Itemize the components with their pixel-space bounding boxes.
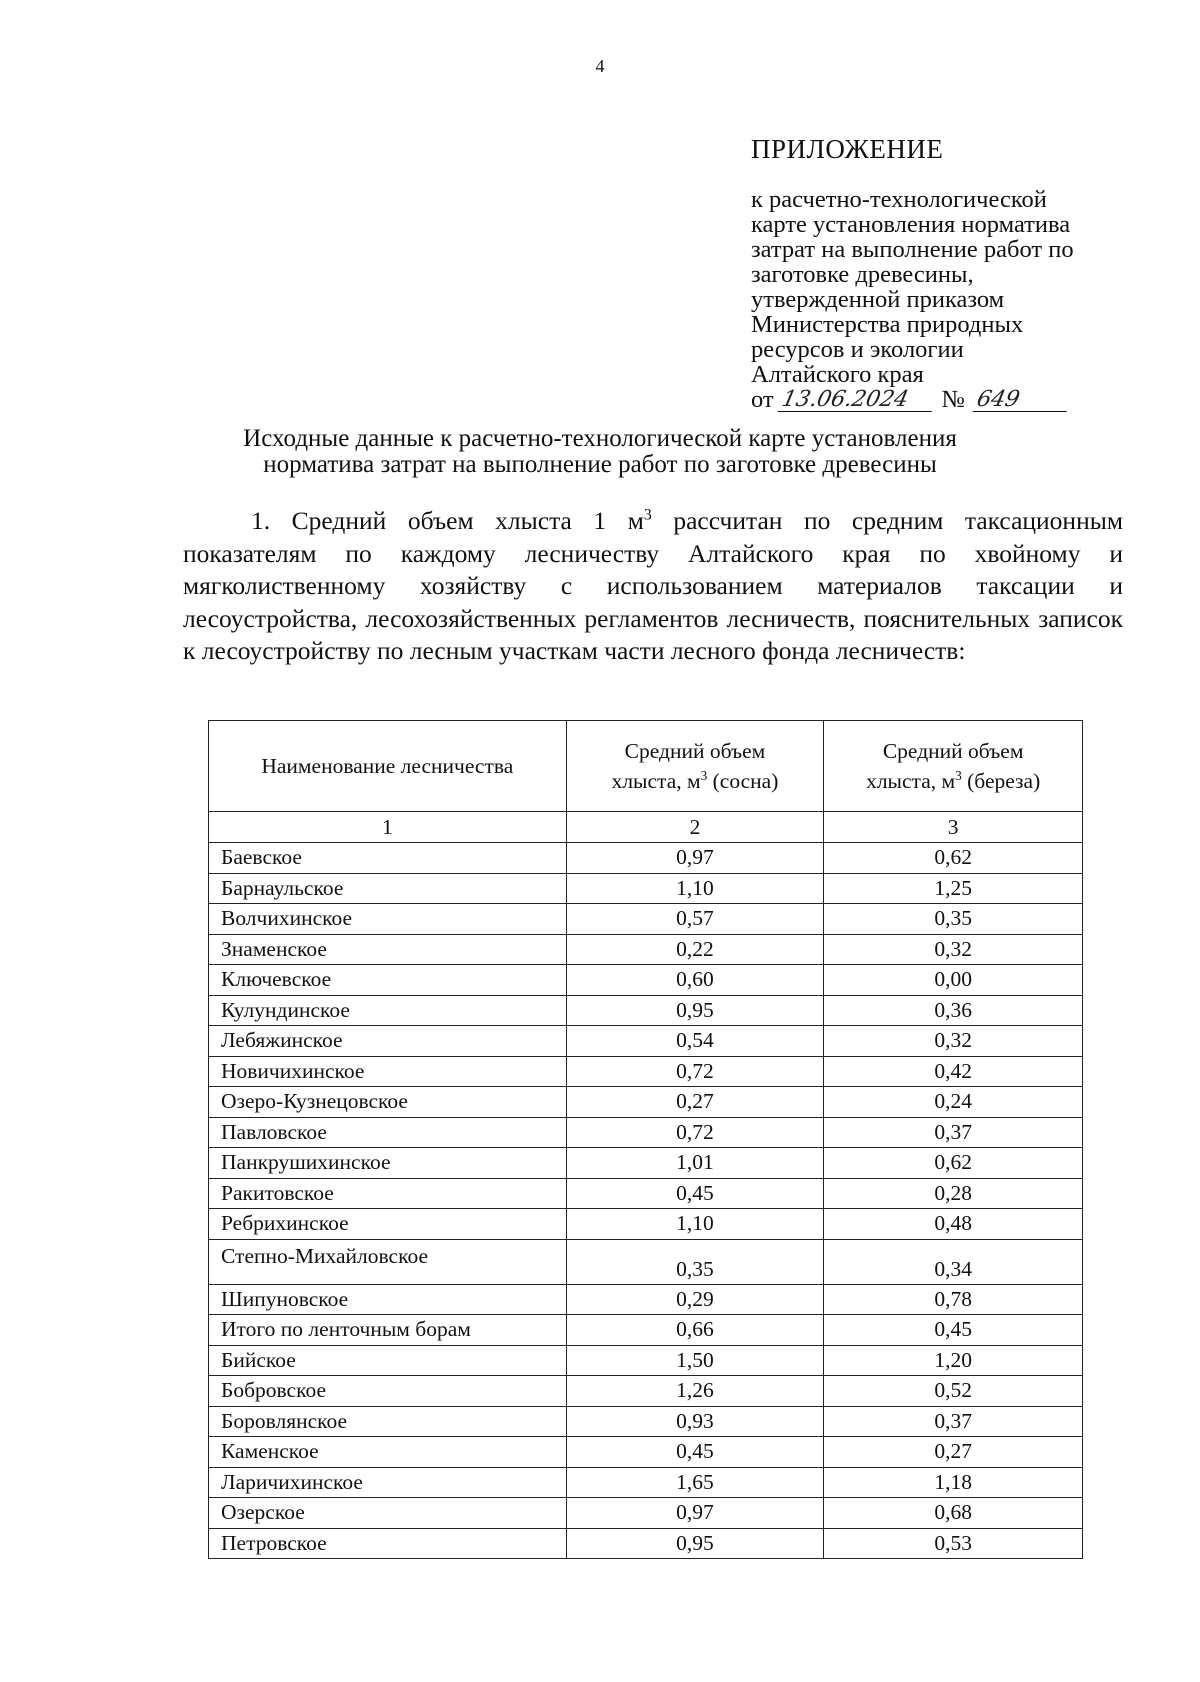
table-row <box>209 1284 1083 1315</box>
appendix-line: заготовке древесины, <box>751 261 974 288</box>
pine-volume: 0,97 <box>566 1498 824 1529</box>
forestry-name: Бийское <box>209 1345 567 1376</box>
appendix-line: Алтайского края <box>751 361 924 388</box>
table-row-subtotal <box>209 1315 1083 1346</box>
document-title <box>0 426 1200 478</box>
pine-volume: 0,97 <box>566 843 824 874</box>
table-row <box>209 873 1083 904</box>
forestry-name: Озерское <box>209 1498 567 1529</box>
birch-volume: 0,52 <box>824 1376 1083 1407</box>
header-pine-volume: Средний объем хлыста, $м^3$ (сосна) <box>566 721 824 812</box>
birch-volume: 0,62 <box>824 1148 1083 1179</box>
forestry-name: Ракитовское <box>209 1178 567 1209</box>
table-row <box>209 934 1083 965</box>
pine-volume: 0,95 <box>566 1528 824 1559</box>
table-row <box>209 1239 1083 1284</box>
appendix-line: Министерства природных <box>751 311 1024 338</box>
birch-volume: 0,68 <box>824 1498 1083 1529</box>
document-title-line: норматива затрат на выполнение работ по заготовке древесины <box>263 451 937 478</box>
birch-volume: 0,45 <box>824 1315 1083 1346</box>
pine-volume: 0,27 <box>566 1087 824 1118</box>
forestry-name: Кулундинское <box>209 995 567 1026</box>
birch-volume: 0,42 <box>824 1056 1083 1087</box>
forestry-name: Шипуновское <box>209 1284 567 1315</box>
forestry-name: Знаменское <box>209 934 567 965</box>
header-forestry-name: Наименование лесничества <box>209 721 567 812</box>
column-number: 1 <box>209 812 567 843</box>
pine-volume: 0,57 <box>566 904 824 935</box>
birch-volume: 0,37 <box>824 1406 1083 1437</box>
table-row <box>209 1056 1083 1087</box>
handwritten-number: 649 <box>973 389 1072 412</box>
column-number: 2 <box>566 812 824 843</box>
page-number: 4 <box>595 56 605 76</box>
birch-volume: 1,25 <box>824 873 1083 904</box>
unit-superscript: 3 <box>643 506 652 524</box>
table-row <box>209 1026 1083 1057</box>
pine-volume: 0,29 <box>566 1284 824 1315</box>
appendix-line: к расчетно-технологической <box>751 186 1047 213</box>
table-row <box>209 1209 1083 1240</box>
appendix-line: карте установления норматива <box>751 211 1071 238</box>
pine-volume: 0,72 <box>566 1117 824 1148</box>
appendix-line: затрат на выполнение работ по <box>751 236 1074 263</box>
forestry-name: Павловское <box>209 1117 567 1148</box>
pine-volume: 1,50 <box>566 1345 824 1376</box>
birch-volume: 0,00 <box>824 965 1083 996</box>
table-header-row <box>209 721 1083 812</box>
from-label: от <box>751 386 774 413</box>
appendix-block <box>751 134 1151 412</box>
table-row <box>209 1117 1083 1148</box>
table-row <box>209 904 1083 935</box>
pine-volume: 0,93 <box>566 1406 824 1437</box>
pine-volume: 1,26 <box>566 1376 824 1407</box>
pine-volume: 0,60 <box>566 965 824 996</box>
pine-volume: 0,72 <box>566 1056 824 1087</box>
paragraph-text-rest: рассчитан по средним таксационным показателям по каждому лесничеству Алтайского края по хвойному и мягколиственному хозяйству с использованием материалов таксации и лесоустройства, лесохозяйственных регламентов лесничеств, пояснительных записок к лесоустройству по лесным участкам части лесного фонда лесничеств: <box>183 506 1123 665</box>
table-row <box>209 1148 1083 1179</box>
forestry-name: Барнаульское <box>209 873 567 904</box>
birch-volume: 0,32 <box>824 1026 1083 1057</box>
forestry-name: Степно-Михайловское <box>209 1239 567 1284</box>
pine-volume: 0,22 <box>566 934 824 965</box>
appendix-title: ПРИЛОЖЕНИЕ <box>751 134 944 164</box>
appendix-line: ресурсов и экологии <box>751 336 964 363</box>
table-row <box>209 1406 1083 1437</box>
pine-volume: 1,65 <box>566 1467 824 1498</box>
column-number: 3 <box>824 812 1083 843</box>
forestry-name: Волчихинское <box>209 904 567 935</box>
forestry-name: Ларичихинское <box>209 1467 567 1498</box>
table-row <box>209 1528 1083 1559</box>
pine-volume: 1,01 <box>566 1148 824 1179</box>
table-row <box>209 1467 1083 1498</box>
table-row <box>209 1376 1083 1407</box>
birch-volume: 1,18 <box>824 1467 1083 1498</box>
header-birch-volume: Средний объем хлыста, $м^3$ (береза) <box>824 721 1083 812</box>
birch-volume: 0,28 <box>824 1178 1083 1209</box>
forestry-name: Петровское <box>209 1528 567 1559</box>
birch-volume: 0,78 <box>824 1284 1083 1315</box>
forestry-name: Каменское <box>209 1437 567 1468</box>
birch-volume: 0,34 <box>824 1239 1083 1284</box>
pine-volume: 0,66 <box>566 1315 824 1346</box>
forestry-name: Озеро-Кузнецовское <box>209 1087 567 1118</box>
pine-volume: 0,95 <box>566 995 824 1026</box>
table-row <box>209 1498 1083 1529</box>
appendix-line: утвержденной приказом <box>751 286 1005 313</box>
forestry-name: Панкрушихинское <box>209 1148 567 1179</box>
pine-volume: 1,10 <box>566 1209 824 1240</box>
forestry-name: Ключевское <box>209 965 567 996</box>
birch-volume: 0,36 <box>824 995 1083 1026</box>
birch-volume: 0,37 <box>824 1117 1083 1148</box>
table-row <box>209 995 1083 1026</box>
document-title-line: Исходные данные к расчетно-технологической карте установления <box>243 425 957 452</box>
birch-volume: 0,48 <box>824 1209 1083 1240</box>
forestry-name: Лебяжинское <box>209 1026 567 1057</box>
forestry-name: Ребрихинское <box>209 1209 567 1240</box>
intro-paragraph <box>183 505 1123 668</box>
forestry-volume-table <box>208 720 1083 1559</box>
paragraph-text-start: 1. Средний объем хлыста 1 м <box>251 506 644 535</box>
table-row <box>209 1345 1083 1376</box>
birch-volume: 0,35 <box>824 904 1083 935</box>
table-row <box>209 1178 1083 1209</box>
column-number-row <box>209 812 1083 843</box>
pine-volume: 0,54 <box>566 1026 824 1057</box>
forestry-name: Итого по ленточным борам <box>209 1315 567 1346</box>
signature-line <box>751 387 1151 412</box>
birch-volume: 1,20 <box>824 1345 1083 1376</box>
pine-volume: 0,35 <box>566 1239 824 1284</box>
pine-volume: 0,45 <box>566 1437 824 1468</box>
birch-volume: 0,24 <box>824 1087 1083 1118</box>
pine-volume: 1,10 <box>566 873 824 904</box>
forestry-name: Баевское <box>209 843 567 874</box>
birch-volume: 0,53 <box>824 1528 1083 1559</box>
table-row <box>209 843 1083 874</box>
forestry-name: Бобровское <box>209 1376 567 1407</box>
table-row <box>209 1087 1083 1118</box>
table-row <box>209 965 1083 996</box>
forestry-name: Новичихинское <box>209 1056 567 1087</box>
birch-volume: 0,27 <box>824 1437 1083 1468</box>
birch-volume: 0,32 <box>824 934 1083 965</box>
forestry-name: Боровлянское <box>209 1406 567 1437</box>
number-label: № <box>941 386 966 413</box>
handwritten-date: 13.06.2024 <box>777 389 936 412</box>
table-row <box>209 1437 1083 1468</box>
birch-volume: 0,62 <box>824 843 1083 874</box>
pine-volume: 0,45 <box>566 1178 824 1209</box>
